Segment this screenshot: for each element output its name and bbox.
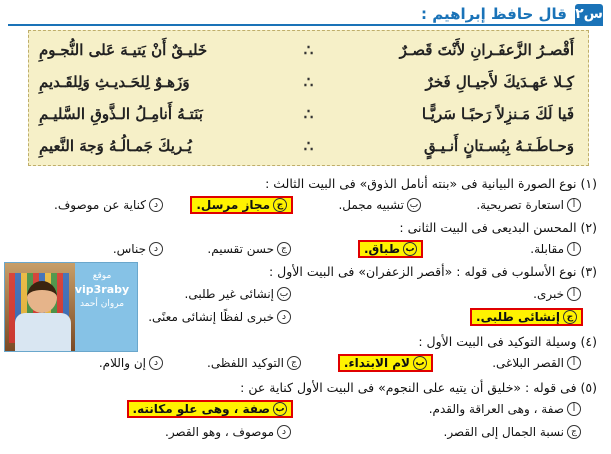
option-label: إن واللام. bbox=[98, 356, 146, 370]
option-label: خبرى. bbox=[533, 287, 564, 301]
q4-option-d[interactable] bbox=[99, 356, 163, 370]
verse-separator: ∴ bbox=[303, 105, 314, 123]
q2-option-a[interactable] bbox=[530, 242, 581, 256]
option-label: خبرى لفظًا إنشائى معنًى. bbox=[148, 310, 274, 324]
verse-1 bbox=[29, 37, 588, 65]
option-marker: د bbox=[277, 425, 291, 439]
watermark-author: مروان أحمد bbox=[79, 299, 125, 309]
option-marker: ب bbox=[407, 198, 421, 212]
option-label: حسن تقسيم. bbox=[207, 242, 274, 256]
q2-option-b-correct[interactable] bbox=[360, 242, 421, 256]
q1-option-a[interactable] bbox=[476, 198, 581, 212]
watermark-line-1: موقع bbox=[92, 271, 112, 281]
option-marker: أ bbox=[567, 242, 581, 256]
option-marker: ج bbox=[273, 198, 287, 212]
option-marker: أ bbox=[567, 198, 581, 212]
option-label: التوكيد اللفظى. bbox=[207, 356, 284, 370]
verse-separator: ∴ bbox=[303, 41, 314, 59]
option-marker: ج bbox=[563, 310, 577, 324]
question-3-text: (٣) نوع الأسلوب فى قوله : «أقصر الزعفران» فى البيت الأول : bbox=[269, 264, 597, 279]
q5-option-d[interactable] bbox=[165, 425, 291, 439]
option-marker: أ bbox=[567, 402, 581, 416]
q1-option-c-correct[interactable] bbox=[192, 198, 291, 212]
watermark-caption bbox=[71, 269, 133, 311]
q1-option-b[interactable] bbox=[338, 198, 421, 212]
verse-1-second-hemistich: خَليـقٌ أَنْ يَتيـهَ عَلى النُّجـومِ bbox=[39, 41, 208, 59]
option-marker: ب bbox=[403, 242, 417, 256]
q5-option-b-correct[interactable] bbox=[129, 402, 291, 416]
q5-option-c[interactable] bbox=[444, 425, 582, 439]
verse-separator: ∴ bbox=[303, 137, 314, 155]
verse-4-first-hemistich: وَحـاطَـتـهُ بِبُسـتانٍ أَنـيـقٍ bbox=[424, 137, 574, 155]
question-2-text: (٢) المحسن البديعى فى البيت الثانى : bbox=[399, 220, 597, 235]
q2-option-c[interactable] bbox=[207, 242, 291, 256]
q3-option-d[interactable] bbox=[148, 310, 291, 324]
student-body-illustration bbox=[15, 313, 71, 352]
student-head-illustration bbox=[27, 281, 57, 313]
verse-3-first-hemistich: فَيا لَكَ مَـنزِلاً رَحبًـا سَريًّـا bbox=[421, 105, 574, 123]
option-label: إنشائى طلبى. bbox=[476, 310, 560, 324]
option-marker: ب bbox=[413, 356, 427, 370]
option-label: مقابلة. bbox=[530, 242, 564, 256]
option-marker: د bbox=[149, 356, 163, 370]
question-5-text: (٥) فى قوله : «خليق أن يتيه على النجوم» فى البيت الأول كناية عن : bbox=[240, 380, 597, 395]
q4-option-b-correct[interactable] bbox=[340, 356, 431, 370]
verse-3 bbox=[29, 101, 588, 129]
watermark-photo bbox=[4, 262, 138, 352]
option-marker: د bbox=[277, 310, 291, 324]
option-marker: د bbox=[149, 198, 163, 212]
option-marker: ج bbox=[277, 242, 291, 256]
q3-option-c-correct[interactable] bbox=[472, 310, 581, 324]
verse-4-second-hemistich: يُـريكَ جَمـالُـهُ وَجهَ النَّعيمِ bbox=[39, 137, 192, 155]
option-label: جناس. bbox=[112, 242, 146, 256]
verse-4 bbox=[29, 133, 588, 161]
verse-2-second-hemistich: وَزَهـوٌ لِلحَـديـثِ وَلِلقَـديمِ bbox=[39, 73, 190, 91]
option-marker: أ bbox=[567, 356, 581, 370]
option-marker: ب bbox=[273, 402, 287, 416]
option-label: نسبة الجمال إلى القصر. bbox=[443, 425, 564, 439]
option-label: استعارة تصريحية. bbox=[476, 198, 564, 212]
verse-2 bbox=[29, 69, 588, 97]
q1-option-d[interactable] bbox=[54, 198, 163, 212]
verse-separator: ∴ bbox=[303, 73, 314, 91]
option-marker: ج bbox=[287, 356, 301, 370]
q3-option-a[interactable] bbox=[533, 287, 581, 301]
question-1-text: (١) نوع الصورة البيانية فى «بنته أنامل الذوق» فى البيت الثالث : bbox=[265, 176, 597, 191]
option-label: القصر البلاغى. bbox=[492, 356, 564, 370]
q4-option-a[interactable] bbox=[492, 356, 581, 370]
watermark-site-name: vip3raby bbox=[74, 283, 130, 296]
option-marker: ب bbox=[277, 287, 291, 301]
option-label: لام الابتداء. bbox=[343, 356, 410, 370]
option-label: صفة ، وهى علو مكانته. bbox=[132, 402, 270, 416]
option-label: كناية عن موصوف. bbox=[54, 198, 146, 212]
option-label: إنشائى غير طلبى. bbox=[184, 287, 274, 301]
verse-3-second-hemistich: بَنَتـهُ أَنامِـلُ الـذَّوقِ السَّليـمِ bbox=[39, 105, 203, 123]
option-label: تشبيه مجمل. bbox=[338, 198, 404, 212]
q4-option-c[interactable] bbox=[207, 356, 301, 370]
q2-option-d[interactable] bbox=[113, 242, 163, 256]
q3-option-b[interactable] bbox=[185, 287, 291, 301]
question-header bbox=[8, 4, 603, 26]
question-title: قال حافظ إبراهيم : bbox=[421, 5, 567, 23]
option-label: مجاز مرسل. bbox=[196, 198, 270, 212]
option-label: موصوف ، وهو القصر. bbox=[165, 425, 274, 439]
verse-2-first-hemistich: كِـلا عَهـدَيكَ لأَجيـالِ فَخرٌ bbox=[425, 73, 574, 91]
option-label: صفة ، وهى العراقة والقدم. bbox=[428, 402, 564, 416]
q5-option-a[interactable] bbox=[429, 402, 581, 416]
option-marker: د bbox=[149, 242, 163, 256]
poem-box bbox=[28, 30, 589, 166]
option-label: طباق. bbox=[364, 242, 400, 256]
question-4-text: (٤) وسيلة التوكيد فى البيت الأول : bbox=[418, 334, 597, 349]
verse-1-first-hemistich: أَقْصـرُ الزَّعفَـرانِ لأَنْتَ قَصـرٌ bbox=[399, 41, 574, 59]
option-marker: ج bbox=[567, 425, 581, 439]
question-number-badge: س٢ bbox=[575, 6, 603, 22]
option-marker: أ bbox=[567, 287, 581, 301]
